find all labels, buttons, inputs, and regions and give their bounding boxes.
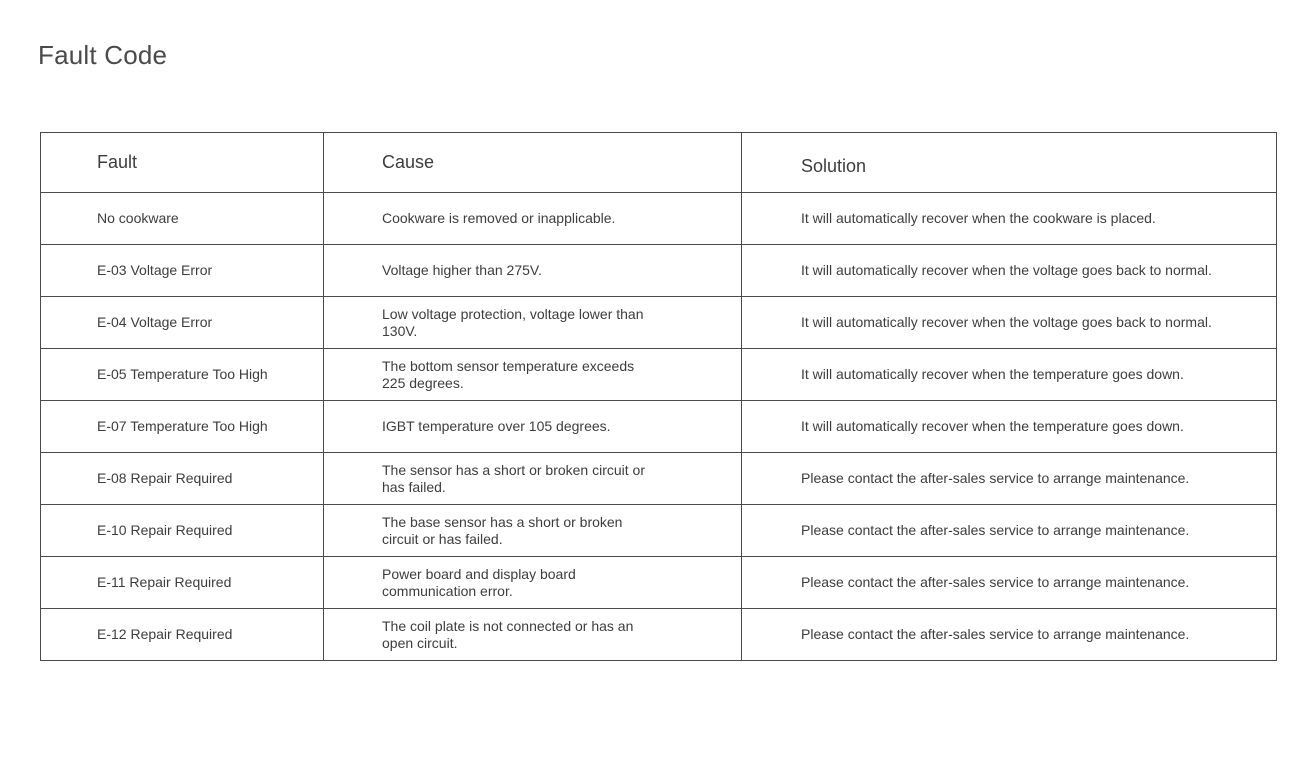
solution-cell: Please contact the after-sales service to arrange maintenance. (742, 505, 1277, 557)
header-solution: Solution (742, 133, 1277, 193)
page-title: Fault Code (38, 40, 168, 70)
solution-cell: It will automatically recover when the temperature goes down. (742, 401, 1277, 453)
cause-cell: The bottom sensor temperature exceeds 225 degrees. (324, 349, 742, 401)
cause-cell: IGBT temperature over 105 degrees. (324, 401, 742, 453)
table-row (41, 557, 1277, 609)
table-row (41, 245, 1277, 297)
solution-cell: Please contact the after-sales service to arrange maintenance. (742, 609, 1277, 661)
cause-cell: The sensor has a short or broken circuit or has failed. (324, 453, 742, 505)
table-row (41, 193, 1277, 245)
header-cause: Cause (324, 133, 742, 193)
fault-cell: E-04 Voltage Error (41, 297, 324, 349)
table-row (41, 349, 1277, 401)
solution-cell: It will automatically recover when the voltage goes back to normal. (742, 297, 1277, 349)
table-row (41, 401, 1277, 453)
fault-cell: E-11 Repair Required (41, 557, 324, 609)
fault-cell: E-08 Repair Required (41, 453, 324, 505)
fault-cell: E-12 Repair Required (41, 609, 324, 661)
table-row (41, 453, 1277, 505)
solution-cell: Please contact the after-sales service to arrange maintenance. (742, 557, 1277, 609)
solution-cell: Please contact the after-sales service to arrange maintenance. (742, 453, 1277, 505)
solution-cell: It will automatically recover when the cookware is placed. (742, 193, 1277, 245)
cause-cell: Low voltage protection, voltage lower than 130V. (324, 297, 742, 349)
header-fault: Fault (41, 133, 324, 193)
table-header-row (41, 133, 1277, 193)
fault-cell: E-03 Voltage Error (41, 245, 324, 297)
fault-cell: E-10 Repair Required (41, 505, 324, 557)
cause-cell: Cookware is removed or inapplicable. (324, 193, 742, 245)
solution-cell: It will automatically recover when the temperature goes down. (742, 349, 1277, 401)
cause-cell: Power board and display board communication error. (324, 557, 742, 609)
cause-cell: The base sensor has a short or broken circuit or has failed. (324, 505, 742, 557)
table-row (41, 297, 1277, 349)
table-row (41, 505, 1277, 557)
fault-cell: No cookware (41, 193, 324, 245)
cause-cell: The coil plate is not connected or has an open circuit. (324, 609, 742, 661)
fault-cell: E-05 Temperature Too High (41, 349, 324, 401)
cause-cell: Voltage higher than 275V. (324, 245, 742, 297)
solution-cell: It will automatically recover when the voltage goes back to normal. (742, 245, 1277, 297)
table-row (41, 609, 1277, 661)
fault-code-table (40, 132, 1277, 661)
fault-cell: E-07 Temperature Too High (41, 401, 324, 453)
